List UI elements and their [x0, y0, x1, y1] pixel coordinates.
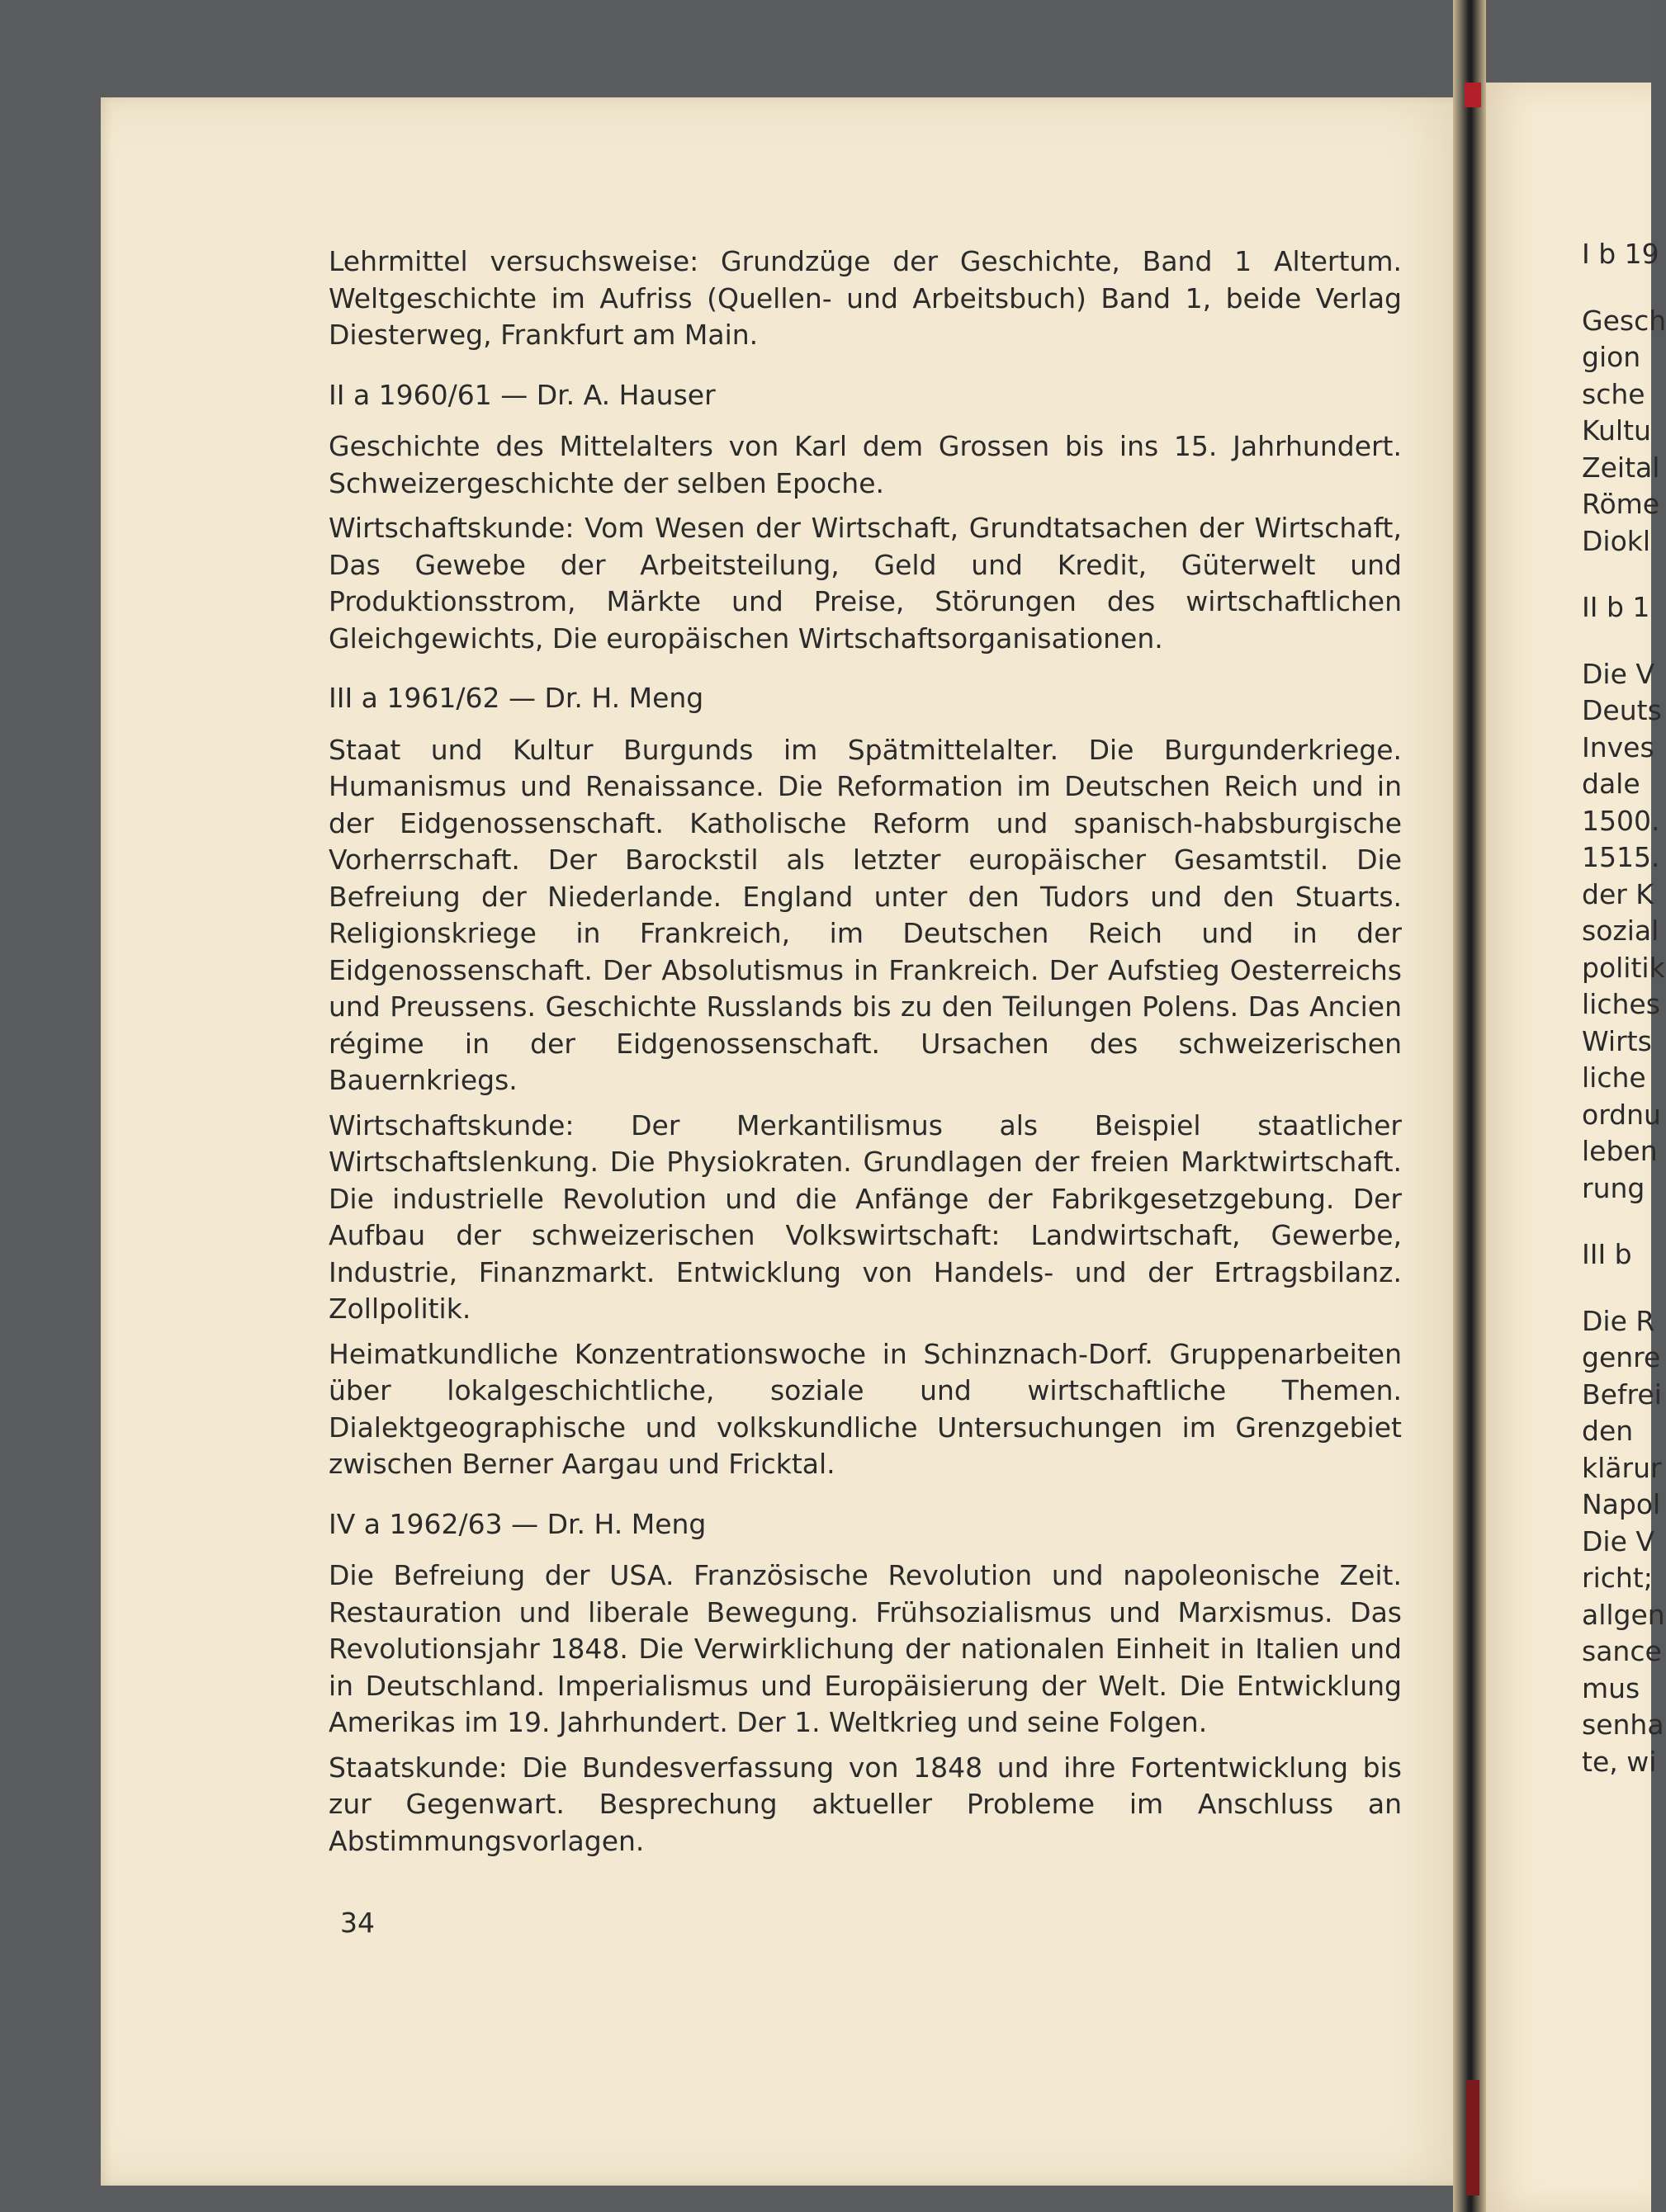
right-page-fragment: senha	[1582, 1709, 1664, 1741]
right-page-fragment: Inves	[1582, 730, 1654, 763]
section-4a-paragraph-2: Staatskunde: Die Bundesverfassung von 1848 und ihre Fortentwicklung bis zur Gegenwart. Besprechung aktueller Probleme im Anschluss an Abstimmungsvorlagen.	[329, 1751, 1402, 1857]
right-page-fragment: allgen	[1582, 1598, 1665, 1631]
right-page-fragment: ordnu	[1582, 1098, 1661, 1131]
right-page-fragment: Diokl	[1582, 524, 1651, 557]
right-page-fragment: Wirts	[1582, 1024, 1652, 1057]
left-page-text	[329, 243, 1402, 1868]
right-page-fragment: leben	[1582, 1135, 1658, 1167]
right-page-fragment: Die V	[1582, 657, 1654, 690]
right-page-fragment: III b	[1582, 1238, 1632, 1270]
binding-thread-bottom	[1466, 2080, 1479, 2195]
section-heading-4a: IV a 1962/63 — Dr. H. Meng	[329, 1507, 707, 1540]
section-2a-paragraph-1: Geschichte des Mittelalters von Karl dem Grossen bis ins 15. Jahrhundert. Schweizergeschichte der selben Epoche.	[329, 430, 1402, 499]
section-3a-paragraph-2: Wirtschaftskunde: Der Merkantilismus als Beispiel staatlicher Wirtschaftslenkung. Die Physiokraten. Grundlagen der freien Marktwirtschaft. Die industrielle Revolution und die Anfänge der Fabrikgesetzgebung. Der Aufbau der schweizerischen Volkswirtschaft: Landwirtschaft, Gewerbe, Industrie, Finanzmarkt. Entwicklung von Handels- und der Ertragsbilanz. Zollpolitik.	[329, 1108, 1402, 1325]
right-page-fragment: sance	[1582, 1635, 1662, 1667]
intro-paragraph: Lehrmittel versuchsweise: Grundzüge der Geschichte, Band 1 Altertum. Weltgeschichte im Aufriss (Quellen- und Arbeitsbuch) Band 1, beide Verlag Diesterweg, Frankfurt am Main.	[329, 245, 1402, 351]
right-page-fragments	[1582, 236, 1666, 1780]
section-heading-3a: III a 1961/62 — Dr. H. Meng	[329, 682, 704, 714]
right-page-fragment: te, wi	[1582, 1745, 1657, 1778]
right-page-fragment: mus	[1582, 1671, 1640, 1704]
binding-thread-top	[1465, 83, 1481, 107]
right-page-fragment: klärur	[1582, 1451, 1662, 1484]
right-page-fragment: Röme	[1582, 488, 1660, 520]
right-page-fragment: liche	[1582, 1061, 1646, 1094]
right-page-fragment: rung	[1582, 1171, 1645, 1204]
right-page-fragment: liches	[1582, 988, 1660, 1020]
right-page-fragment: dale	[1582, 768, 1640, 800]
right-page-fragment: Die V	[1582, 1524, 1654, 1557]
right-page-fragment: politik	[1582, 951, 1665, 984]
section-3a-paragraph-1: Staat und Kultur Burgunds im Spätmittelalter. Die Burgunderkriege. Humanismus und Renaissance. Die Reformation im Deutschen Reich und in der Eidgenossenschaft. Katholische Reform und spanisch-habsburgische Vorherrschaft. Der Barockstil als letzter europäischer Gesamtstil. Die Befreiung der Niederlande. England unter den Tudors und den Stuarts. Religionskriege in Frankreich, im Deutschen Reich und in der Eidgenossenschaft. Der Absolutismus in Frankreich. Der Aufstieg Oesterreichs und Preussens. Geschichte Russlands bis zu den Teilungen Polens. Das Ancien régime in der Eidgenossenschaft. Ursachen des schweizerischen Bauernkriegs.	[329, 733, 1402, 1096]
book-gutter	[1453, 0, 1486, 2212]
right-page-fragment: Befrei	[1582, 1378, 1662, 1411]
right-page-fragment: Kultu	[1582, 414, 1651, 447]
page-number: 34	[340, 1907, 375, 1939]
right-page-fragment: sozial	[1582, 915, 1659, 947]
right-page-fragment: Napol	[1582, 1488, 1661, 1520]
right-page-fragment: Die R	[1582, 1304, 1655, 1337]
right-page-fragment: Gesch	[1582, 304, 1666, 337]
right-page-fragment: I b 19	[1582, 238, 1659, 270]
right-page-gap	[1582, 560, 1651, 589]
right-page-fragment: den	[1582, 1415, 1634, 1447]
section-3a-paragraph-3: Heimatkundliche Konzentrationswoche in Schinznach-Dorf. Gruppenarbeiten über lokalgeschichtliche, soziale und wirtschaftliche Themen. Dialektgeographische und volkskundliche Untersuchungen im Grenzgebiet zwischen Berner Aargau und Fricktal.	[329, 1337, 1402, 1480]
right-page-fragment: richt;	[1582, 1562, 1653, 1594]
right-page-gap	[1582, 273, 1651, 303]
right-page-gap	[1582, 626, 1651, 656]
right-page-fragment: Zeital	[1582, 451, 1660, 484]
right-page-fragment: 1515.	[1582, 841, 1660, 873]
section-heading-2a: II a 1960/61 — Dr. A. Hauser	[329, 378, 716, 411]
right-page-fragment: genre	[1582, 1341, 1661, 1373]
right-page-fragment: Deuts	[1582, 694, 1662, 726]
right-page-fragment: gion	[1582, 341, 1641, 373]
section-4a-paragraph-1: Die Befreiung der USA. Französische Revolution und napoleonische Zeit. Restauration und liberale Bewegung. Frühsozialismus und Marxismus. Das Revolutionsjahr 1848. Die Verwirklichung der nationalen Einheit in Italien und in Deutschland. Imperialismus und Europäisierung der Welt. Die Entwicklung Amerikas im 19. Jahrhundert. Der 1. Weltkrieg und seine Folgen.	[329, 1559, 1402, 1738]
right-page-fragment: sche	[1582, 377, 1645, 410]
right-page-fragment: II b 1	[1582, 591, 1650, 623]
right-page-fragment: 1500.	[1582, 804, 1660, 837]
section-2a-paragraph-2: Wirtschaftskunde: Vom Wesen der Wirtschaft, Grundtatsachen der Wirtschaft, Das Gewebe der Arbeitsteilung, Geld und Kredit, Güterwelt und Produktionsstrom, Märkte und Preise, Störungen des wirtschaftlichen Gleichgewichts, Die europäischen Wirtschaftsorganisationen.	[329, 512, 1402, 655]
right-page-gap	[1582, 1274, 1651, 1303]
right-page-gap	[1582, 1207, 1651, 1236]
right-page-fragment: der K	[1582, 877, 1654, 910]
